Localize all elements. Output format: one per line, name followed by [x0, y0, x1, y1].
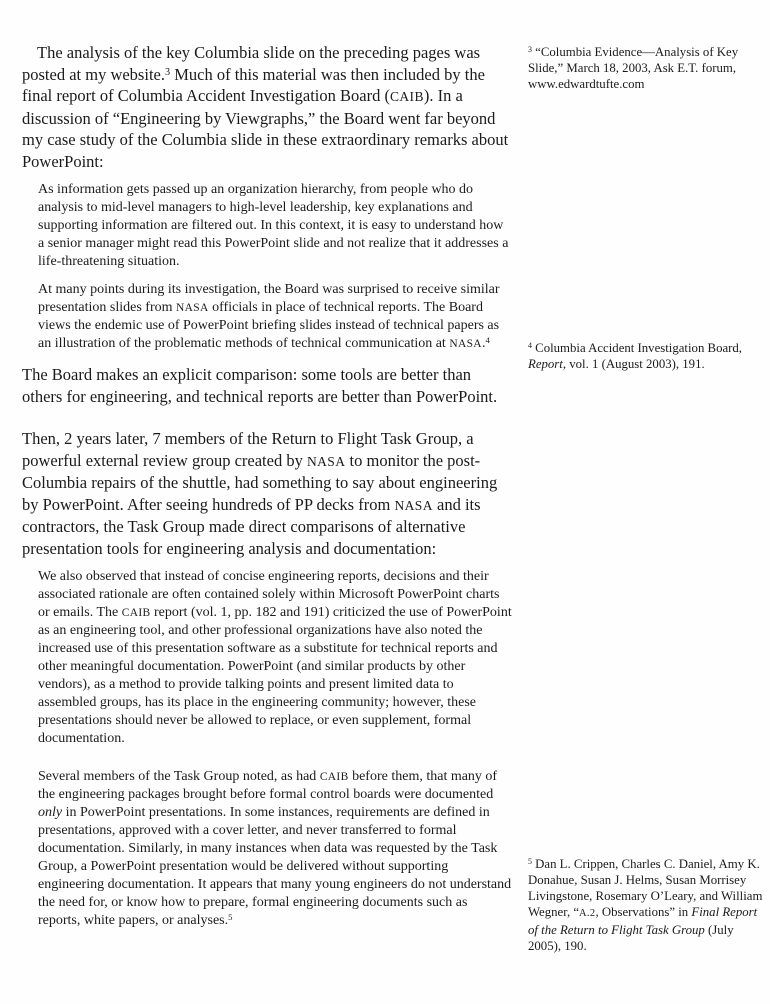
blockquote-paragraph: At many points during its investigation, the Board was surprised to receive similar presentation slides from NASA officials in place of technical reports. The Board views the endemic use of PowerPoint briefing slides instead of technical papers as an illustration of the problematic methods of technical communication at NASA.$^4$	[38, 282, 500, 351]
small-caps: CAIB	[319, 771, 349, 783]
main-text-column	[22, 42, 514, 930]
blockquote-paragraph: As information gets passed up an organization hierarchy, from people who do analysis to mid-level managers to high-level leadership, key explanations and supporting information are filtered out. In this context, it is easy to understand how a senior manager might read this PowerPoint slide and not realize that it addresses a life-threatening situation.	[38, 182, 509, 269]
sidenote-3: $^3$ “Columbia Evidence—Analysis of Key Slide,” March 18, 2003, Ask E.T. forum, www.edwardtufte.com	[528, 45, 739, 91]
small-caps: NASA	[394, 497, 433, 513]
small-caps: A.2	[579, 908, 596, 919]
body-paragraph: Then, 2 years later, 7 members of the Return to Flight Task Group, a powerful external review group created by NASA to monitor the post-Columbia repairs of the shuttle, had something to say about engineering by PowerPoint. After seeing hundreds of PP decks from NASA and its contractors, the Task Group made direct comparisons of alternative presentation tools for engineering analysis and documentation:	[22, 429, 498, 558]
body-paragraph: The Board makes an explicit comparison: some tools are better than others for engineering, and technical reports are better than PowerPoint.	[22, 365, 498, 406]
sidenote-4: $^4$ Columbia Accident Investigation Board, Report, vol. 1 (August 2003), 191.	[528, 341, 743, 371]
small-caps: NASA	[176, 302, 209, 314]
sidenote-5: $^5$ Dan L. Crippen, Charles C. Daniel, Amy K. Donahue, Susan J. Helms, Susan Morrisey Livingstone, Rosemary O’Leary, and William Wegner, “A.2, Observations” in Final Report of the Return to Flight Task Group (July 2005), 190.	[528, 857, 763, 953]
blockquote-paragraph: We also observed that instead of concise engineering reports, decisions and their associated rationale are often contained solely within Microsoft PowerPoint charts or emails. The CAIB report (vol. 1, pp. 182 and 191) criticized the use of PowerPoint as an engineering tool, and other professional organizations have also noted the increased use of this presentation software as a substitute for technical reports and other meaningful documentation. PowerPoint (and similar products by other vendors), as a method to provide talking points and present limited data to assembled groups, has its place in the engineering community; however, these presentations should never be allowed to replace, or even supplement, formal documentation.	[38, 569, 512, 746]
small-caps: CAIB	[121, 607, 151, 619]
small-caps: NASA	[306, 453, 346, 469]
sidenote-column	[528, 0, 764, 1004]
blockquote-paragraph: Several members of the Task Group noted, as had CAIB before them, that many of the engineering packages brought before formal control boards were documented only in PowerPoint presentations. In some instances, requirements are defined in presentations, approved with a cover letter, and never transferred to formal documentation. Similarly, in many instances when data was requested by the Task Group, a PowerPoint presentation would be delivered without supporting engineering documentation. It appears that many young engineers do not understand the need for, or know how to prepare, formal engineering documents such as reports, white papers, or analyses.$^5$	[38, 769, 512, 928]
body-paragraph: The analysis of the key Columbia slide on the preceding pages was posted at my website.$^3$ Much of this material was then included by the final report of Columbia Accident Investigation Board (CAIB). In a discussion of “Engineering by Viewgraphs,” the Board went far beyond my case study of the Columbia slide in these extraordinary remarks about PowerPoint:	[22, 43, 509, 171]
small-caps: CAIB	[389, 89, 424, 104]
small-caps: NASA	[449, 338, 482, 350]
